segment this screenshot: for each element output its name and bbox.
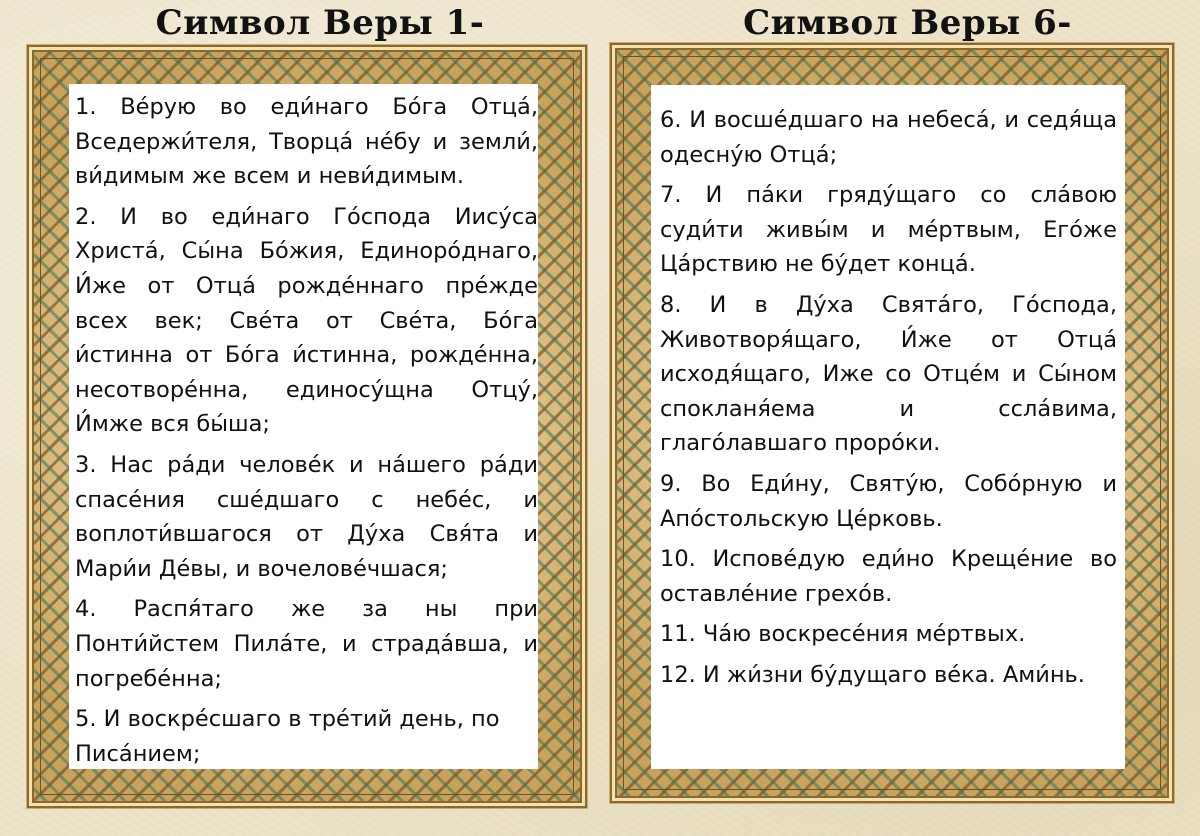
- verse-12: 12. И жи́зни бу́дущаго ве́ка. Ами́нь.: [660, 661, 1085, 688]
- verse-3: 3. Нас ра́ди челове́к и на́шего ра́ди спасе́ния сше́дшаго с небе́с, и воплоти́вшагося от Ду́ха Свя́та и Мари́и Де́вы, и вочелове́чшася;: [75, 451, 538, 582]
- verse-4: 4. Распя́таго же за ны при Понти́йстем Пила́те, и страда́вша, и погребе́нна;: [75, 596, 538, 692]
- verse-8: 8. И в Ду́ха Свята́го, Го́спода, Животворя́щаго, И́же от Отца́ исходя́щаго, Иже со Отце́м и Сы́ном спокланя́ема и ссла́вима, глаго́лавшаго проро́ки.: [660, 291, 1117, 457]
- verse-5: 5. И воскре́сшаго в тре́тий день, по Писа́нием;: [75, 706, 500, 767]
- text-panel-left: [69, 84, 538, 769]
- verse-7: 7. И па́ки гряду́щаго со сла́вою суди́ти живы́м и ме́ртвым, Его́же Ца́рствию не бу́дет конца́.: [660, 182, 1117, 278]
- verse-2: 2. И во еди́наго Го́спода Иису́са Христа́, Сы́на Бо́жия, Единоро́днаго, И́же от Отца́ рожде́ннаго пре́жде всех век; Све́та от Све́та, Бо́га и́стинна от Бо́га и́стинна, рожде́нна, несотворе́нна, единосу́щна Отцу́, И́мже вся бы́ша;: [75, 203, 538, 438]
- verse-1: 1. Ве́рую во еди́наго Бо́га Отца́, Вседержи́теля, Творца́ не́бу и земли́, ви́димым же всем и неви́димым.: [75, 94, 538, 190]
- text-panel-right: [651, 85, 1125, 769]
- verse-9: 9. Во Еди́ну, Святу́ю, Собо́рную и Апо́стольскую Це́рковь.: [660, 470, 1117, 532]
- verse-10: 10. Испове́дую еди́но Креще́ние во оставле́ние грехо́в.: [660, 546, 1117, 607]
- verse-6: 6. И восше́дшаго на небеса́, и седя́ща одесну́ю Отца́;: [660, 107, 1117, 168]
- page-title-right: Символ Веры 6-: [743, 3, 1072, 43]
- page-title-left: Символ Веры 1-: [155, 3, 485, 43]
- verse-11: 11. Ча́ю воскресе́ния ме́ртвых.: [660, 621, 1026, 648]
